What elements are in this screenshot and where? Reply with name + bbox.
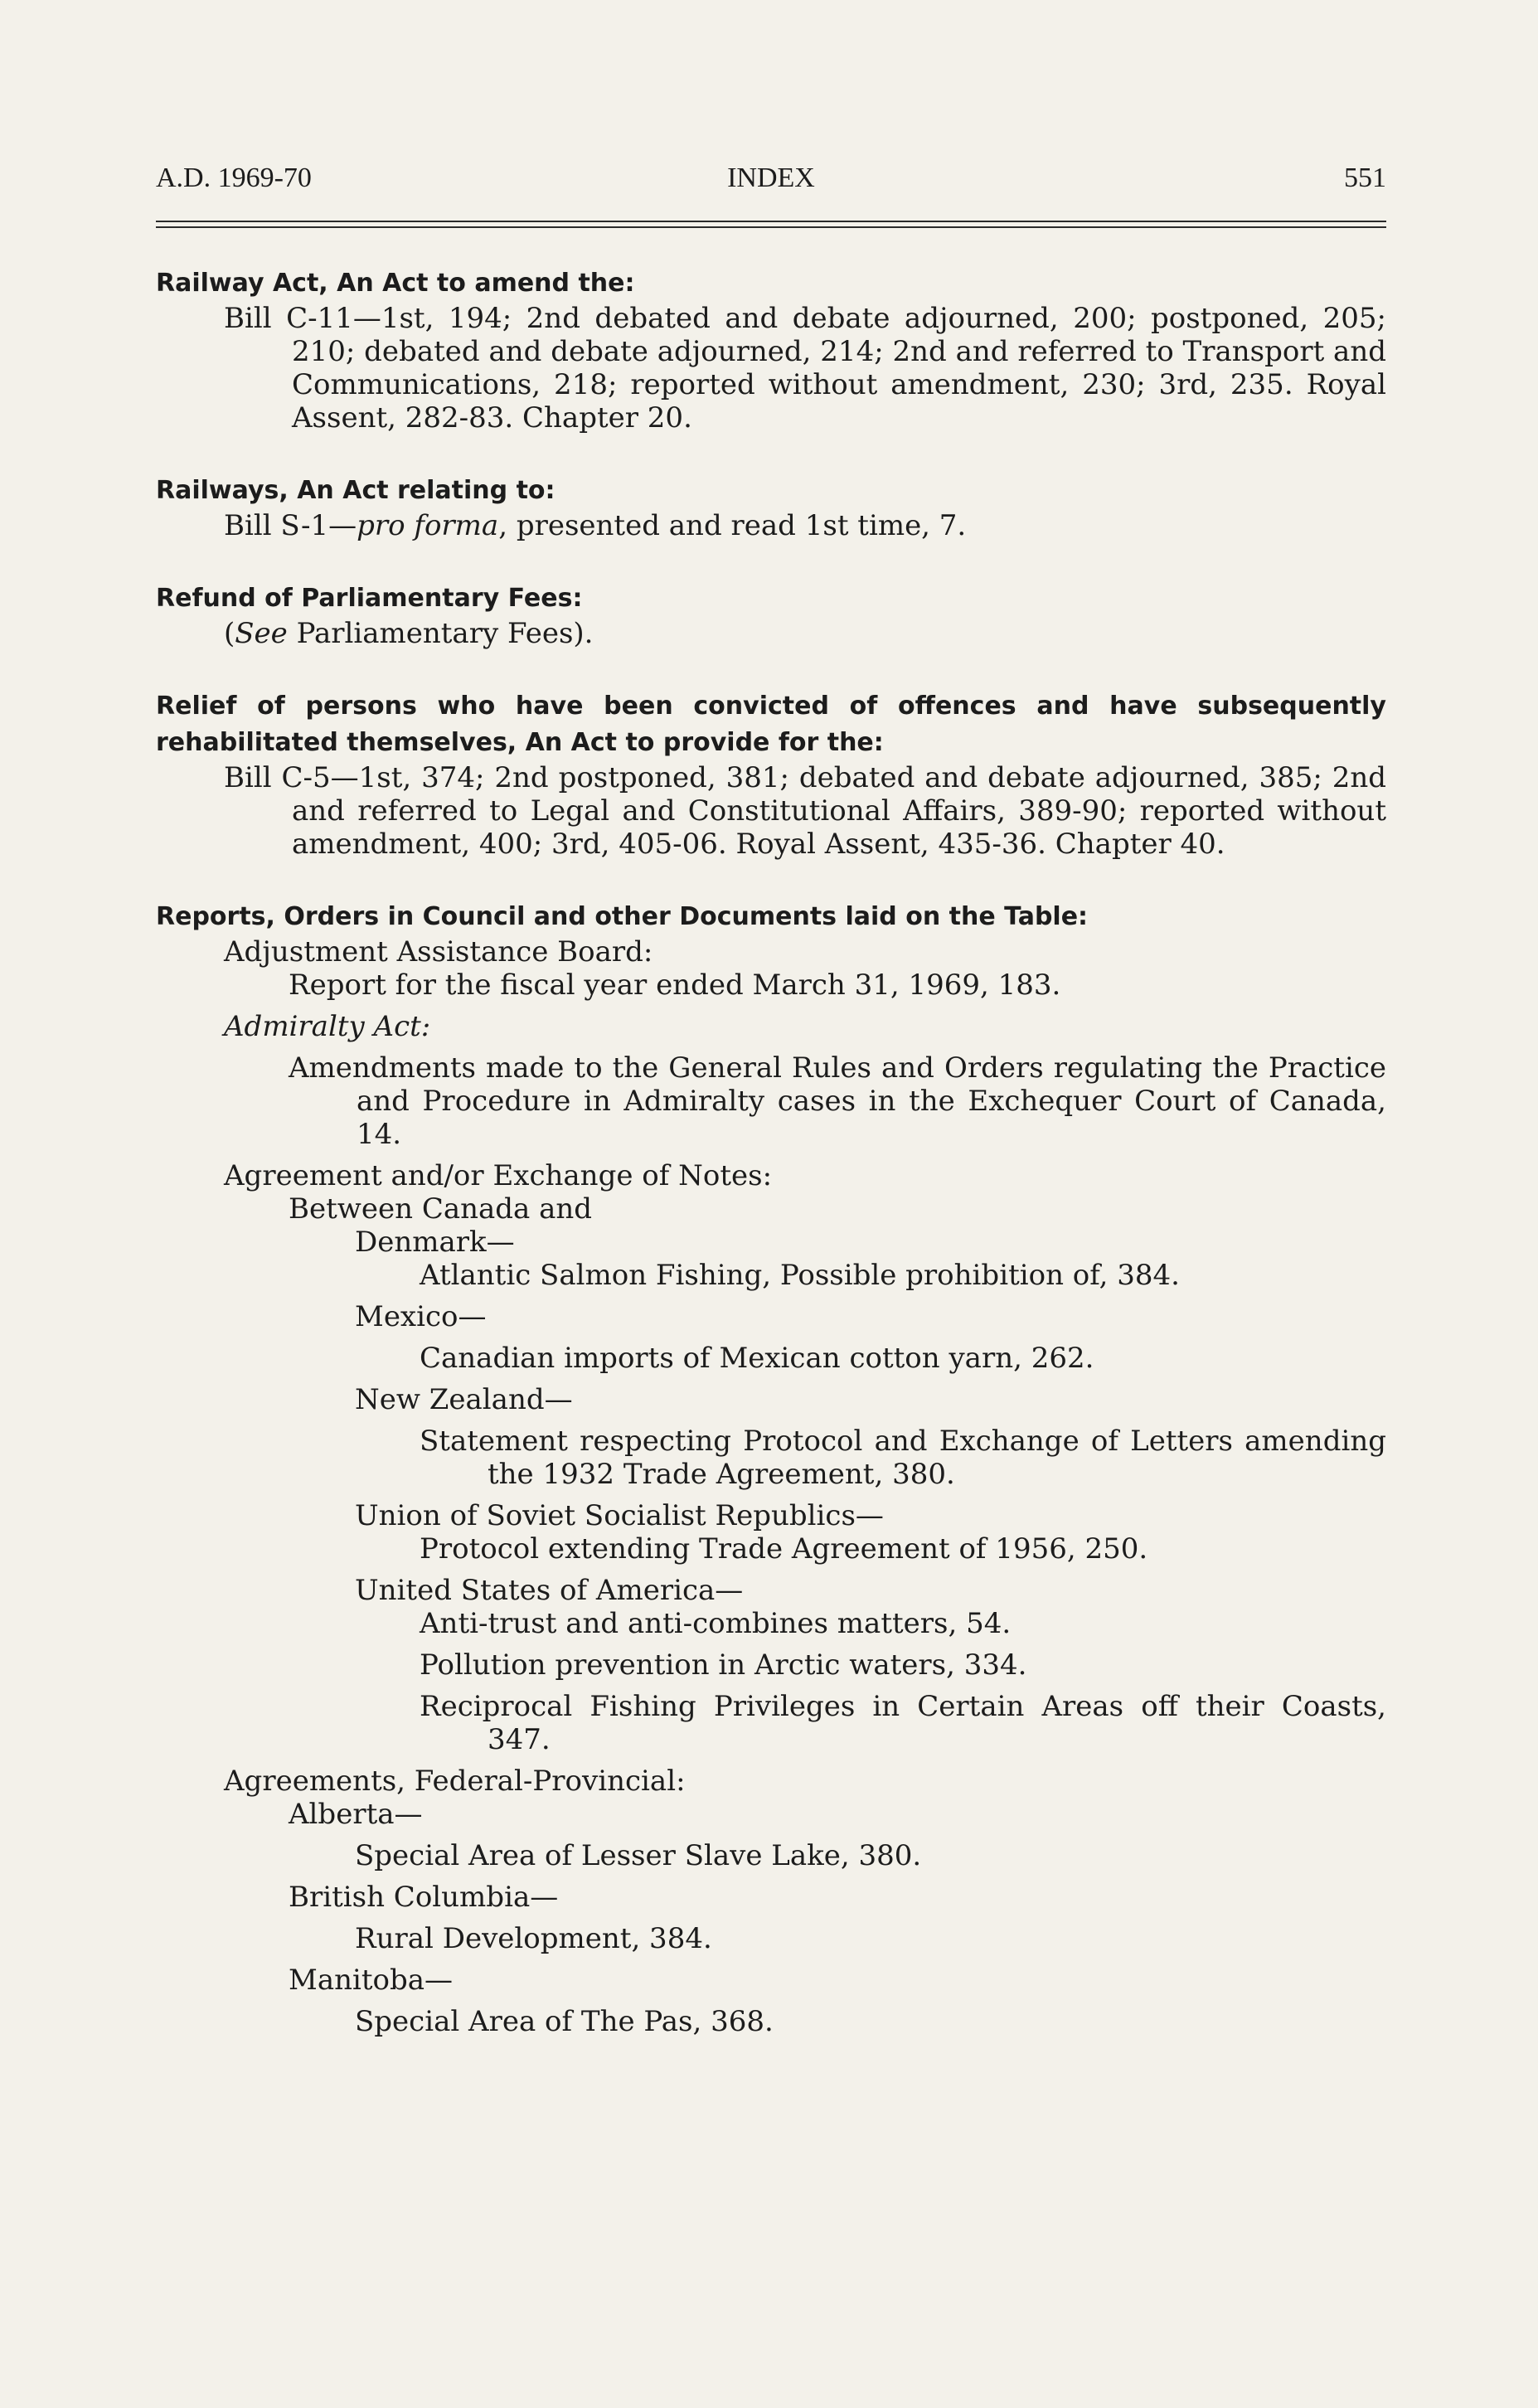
subentry: Agreements, Federal-Provincial: [224, 1765, 686, 1798]
entry-heading: Relief of persons who have been convicted of offences and have subsequently rehabilitated themselves, An Act to provide for the: [156, 692, 1386, 757]
country-item: Canadian imports of Mexican cotton yarn, 262. [420, 1342, 1094, 1375]
country: Union of Soviet Socialist Republics— [355, 1499, 884, 1532]
country-item: Anti-trust and anti-combines matters, 54. [420, 1607, 1012, 1640]
province-item: Special Area of Lesser Slave Lake, 380. [355, 1839, 922, 1872]
entry-heading: Railways, An Act relating to: [156, 476, 556, 505]
subentry: Between Canada and [289, 1192, 593, 1226]
page-number: 551 [1344, 163, 1386, 193]
country: New Zealand— [355, 1383, 573, 1416]
province: Manitoba— [289, 1964, 454, 1997]
subentry-item: Amendments made to the General Rules and Orders regulating the Practice and Procedure in Admiralty cases in the Exchequer Court of Canada, 14. [289, 1051, 1386, 1151]
running-head [156, 163, 1386, 204]
subentry: Agreement and/or Exchange of Notes: [224, 1159, 773, 1192]
entry-text: Bill S-1—pro forma, presented and read 1st time, 7. [224, 509, 967, 542]
province-item: Rural Development, 384. [355, 1922, 712, 1955]
header-rule-bottom [156, 226, 1386, 228]
subentry: Adjustment Assistance Board: [224, 935, 653, 969]
entry-text: (See Parliamentary Fees). [224, 617, 594, 650]
index-body [156, 265, 1386, 2038]
subentry: Admiralty Act: [224, 1010, 431, 1043]
country-item: Atlantic Salmon Fishing, Possible prohibition of, 384. [420, 1259, 1180, 1292]
country: Denmark— [355, 1226, 515, 1259]
entry-text: Bill C-11—1st, 194; 2nd debated and debate adjourned, 200; postponed, 205; 210; debated and debate adjourned, 214; 2nd and referred to Transport and Communications, 218; reported without amendment, 230; 3rd, 235. Royal Assent, 282-83. Chapter 20. [224, 302, 1386, 435]
country: United States of America— [355, 1574, 744, 1607]
entry-heading: Railway Act, An Act to amend the: [156, 269, 635, 298]
entry-heading: Refund of Parliamentary Fees: [156, 584, 583, 613]
province: Alberta— [289, 1798, 423, 1831]
entry-text: Bill C-5—1st, 374; 2nd postponed, 381; debated and debate adjourned, 385; 2nd and referred to Legal and Constitutional Affairs, 389-90; reported without amendment, 400; 3rd, 405-06. Royal Assent, 435-36. Chapter 40. [224, 761, 1386, 861]
country-item: Protocol extending Trade Agreement of 1956, 250. [420, 1532, 1148, 1566]
header-title: INDEX [727, 163, 815, 193]
country: Mexico— [355, 1300, 487, 1333]
country-item: Pollution prevention in Arctic waters, 334. [420, 1648, 1027, 1682]
header-year: A.D. 1969-70 [156, 163, 312, 193]
subentry-item: Report for the fiscal year ended March 31, 1969, 183. [289, 969, 1061, 1002]
country-item: Reciprocal Fishing Privileges in Certain Areas off their Coasts, 347. [420, 1690, 1386, 1756]
country-item: Statement respecting Protocol and Exchange of Letters amending the 1932 Trade Agreement, 380. [420, 1425, 1386, 1491]
header-rule-top [156, 221, 1386, 222]
province-item: Special Area of The Pas, 368. [355, 2005, 774, 2038]
entry-heading: Reports, Orders in Council and other Documents laid on the Table: [156, 902, 1089, 931]
province: British Columbia— [289, 1881, 559, 1914]
